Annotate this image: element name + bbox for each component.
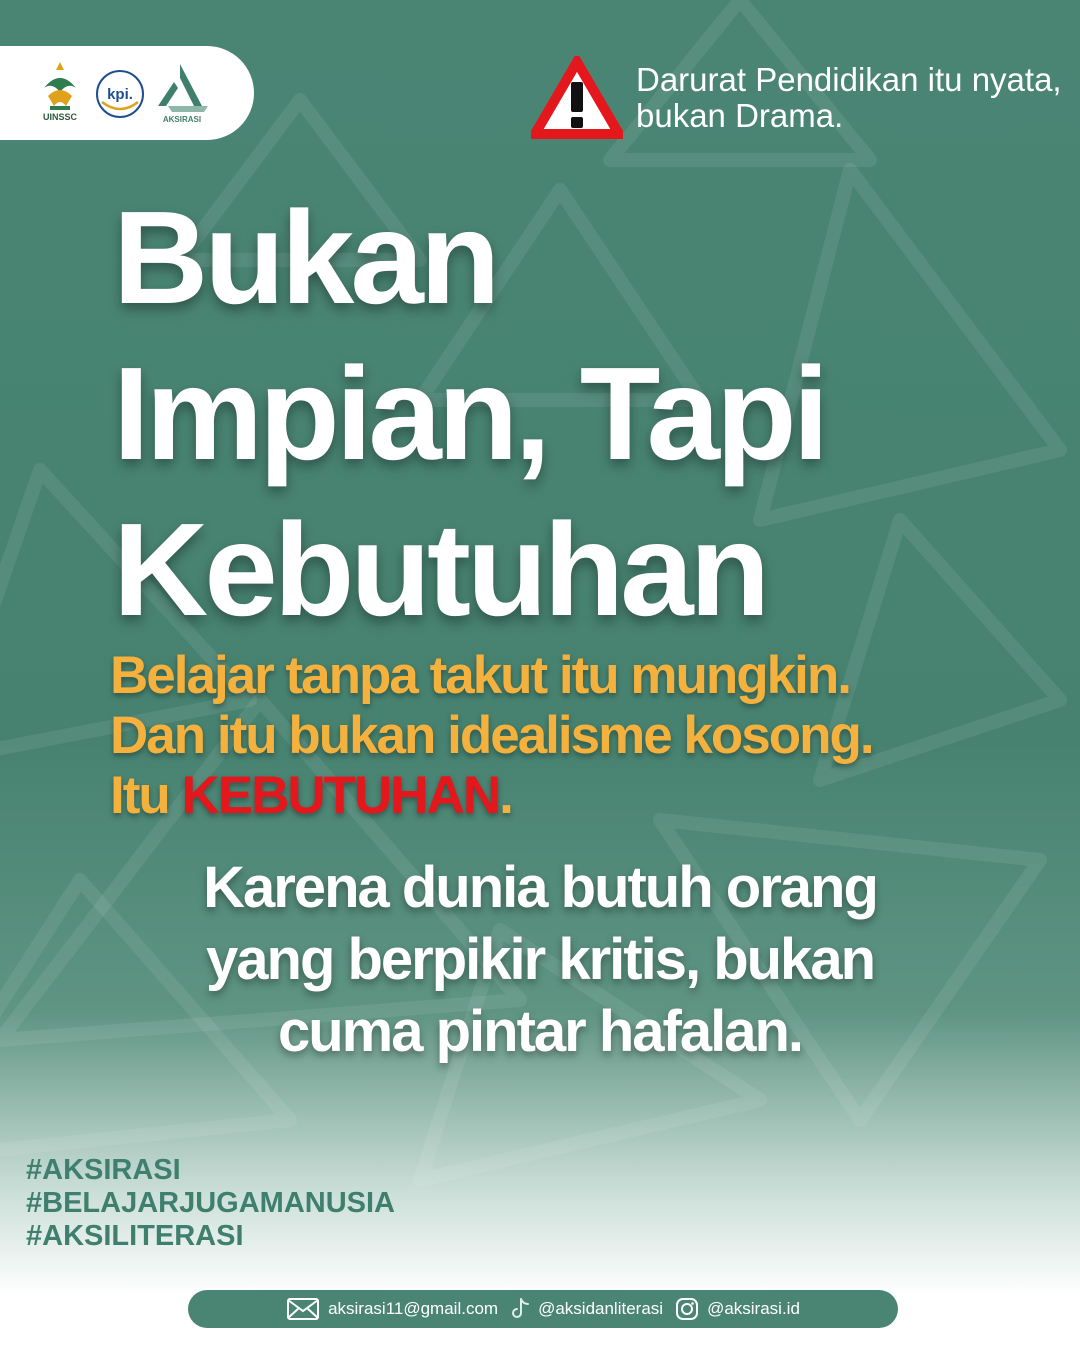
email-text: aksirasi11@gmail.com (328, 1299, 499, 1318)
hashtag-1: #AKSIRASI (26, 1154, 181, 1186)
body-line-1: Karena dunia butuh orang (203, 855, 877, 920)
headline (113, 180, 1013, 648)
body-line-2: yang berpikir kritis, bukan (206, 927, 874, 992)
kpi-label: kpi. (107, 86, 133, 103)
subtitle-line-3 (110, 766, 1010, 826)
subtitle-line-1: Belajar tanpa takut itu mungkin. (110, 646, 850, 705)
tiktok-icon (510, 1297, 530, 1321)
headline-line-3: Kebutuhan (113, 496, 767, 643)
contact-bar (188, 1290, 898, 1328)
warning-line-1: Darurat Pendidikan itu nyata, (636, 61, 1062, 98)
kpi-logo (94, 68, 146, 120)
aksirasi-label: AKSIRASI (162, 115, 202, 124)
contact-instagram[interactable] (675, 1297, 800, 1321)
subtitle-highlight: KEBUTUHAN (181, 766, 500, 825)
subtitle-prefix: Itu (110, 766, 182, 825)
contact-tiktok[interactable] (510, 1297, 663, 1321)
headline-line-1: Bukan (113, 184, 497, 331)
hashtag-2: #BELAJARJUGAMANUSIA (26, 1187, 395, 1219)
partner-logos (0, 46, 254, 140)
body-line-3: cuma pintar hafalan. (277, 999, 803, 1064)
headline-line-2: Impian, Tapi (113, 340, 826, 487)
aksirasi-logo (150, 60, 214, 126)
warning-text (636, 62, 1076, 134)
warning-icon (531, 56, 623, 140)
instagram-icon (675, 1297, 699, 1321)
hashtags (26, 1154, 395, 1253)
contact-email[interactable] (286, 1297, 498, 1321)
uinssc-label: UINSSC (42, 112, 78, 122)
warning-line-2: bukan Drama. (636, 97, 844, 134)
mail-icon (286, 1297, 320, 1321)
subtitle-suffix: . (499, 766, 512, 825)
instagram-text: @aksirasi.id (707, 1299, 800, 1318)
body-text (120, 852, 960, 1068)
subtitle (110, 646, 1010, 826)
hashtag-3: #AKSILITERASI (26, 1220, 244, 1252)
tiktok-text: @aksidanliterasi (538, 1299, 664, 1318)
subtitle-line-2: Dan itu bukan idealisme kosong. (110, 706, 873, 765)
uinssc-logo (30, 60, 90, 126)
